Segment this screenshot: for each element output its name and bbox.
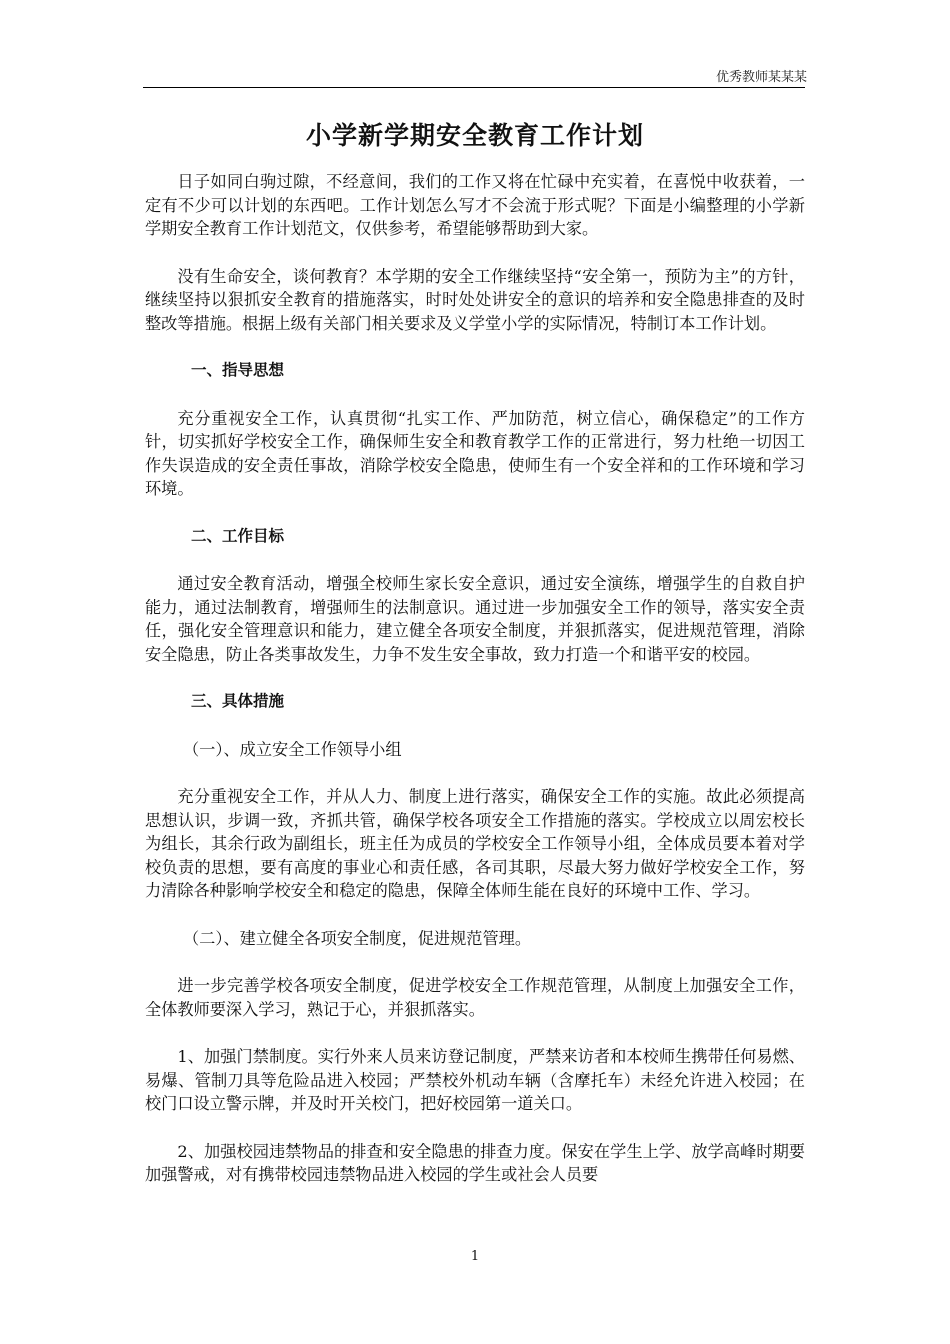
- intro-paragraph-1: 日子如同白驹过隙，不经意间，我们的工作又将在忙碌中充实着，在喜悦中收获着，一定有不少可以计划的东西吧。工作计划怎么写才不会流于形式呢？下面是小编整理的小学新学期安全教育工作计划范文，仅供参考，希望能够帮助到大家。: [145, 172, 805, 238]
- document-body: [145, 170, 805, 1211]
- list-item-2: 2、加强校园违禁物品的排查和安全隐患的排查力度。保安在学生上学、放学高峰时期要加强警戒，对有携带校园违禁物品进入校园的学生或社会人员要: [145, 1141, 805, 1184]
- subsection-heading-2: （二）、建立健全各项安全制度，促进规范管理。: [183, 928, 532, 948]
- list-item-1: 1、加强门禁制度。实行外来人员来访登记制度，严禁来访者和本校师生携带任何易燃、易爆、管制刀具等危险品进入校园；严禁校外机动车辆（含摩托车）未经允许进入校园；在校门口设立警示牌，并及时开关校门，把好校园第一道关口。: [145, 1047, 805, 1113]
- intro-paragraph-2: 没有生命安全，谈何教育？本学期的安全工作继续坚持“安全第一，预防为主”的方针，继续坚持以狠抓安全教育的措施落实，时时处处讲安全的意识的培养和安全隐患排查的及时整改等措施。根据上级有关部门相关要求及义学堂小学的实际情况，特制订本工作计划。: [145, 266, 805, 333]
- header-divider: [143, 87, 805, 88]
- subsection-1-paragraph: 充分重视安全工作，并从人力、制度上进行落实，确保安全工作的实施。故此必须提高思想认识，步调一致，齐抓共管，确保学校各项安全工作措施的落实。学校成立以周宏校长为组长，其余行政为副组长，班主任为成员的学校安全工作领导小组，全体成员要本着对学校负责的思想，要有高度的事业心和责任感，各司其职，尽最大努力做好学校安全工作，努力清除各种影响学校安全和稳定的隐患，保障全体师生能在良好的环境中工作、学习。: [145, 787, 805, 900]
- subsection-2-paragraph: 进一步完善学校各项安全制度，促进学校安全工作规范管理，从制度上加强安全工作，全体教师要深入学习，熟记于心，并狠抓落实。: [145, 976, 805, 1019]
- header-author: 优秀教师某某某: [715, 70, 807, 85]
- page-number: 1: [470, 1249, 480, 1264]
- section-1-paragraph: 充分重视安全工作，认真贯彻“扎实工作、严加防范，树立信心，确保稳定”的工作方针，切实抓好学校安全工作，确保师生安全和教育教学工作的正常进行，努力杜绝一切因工作失误造成的安全责任事故，消除学校安全隐患，使师生有一个安全祥和的工作环境和学习环境。: [145, 408, 805, 498]
- section-2-paragraph: 通过安全教育活动，增强全校师生家长安全意识，通过安全演练，增强学生的自救自护能力，通过法制教育，增强师生的法制意识。通过进一步加强安全工作的领导，落实安全责任，强化安全管理意识和能力，建立健全各项安全制度，并狠抓落实，促进规范管理，消除安全隐患，防止各类事故发生，力争不发生安全事故，致力打造一个和谐平安的校园。: [145, 574, 805, 664]
- subsection-heading-1: （一）、成立安全工作领导小组: [183, 739, 402, 759]
- section-heading-measures: 三、具体措施: [191, 692, 285, 710]
- document-title: 小学新学期安全教育工作计划: [305, 121, 644, 150]
- section-heading-guiding-ideology: 一、指导思想: [191, 361, 285, 379]
- section-heading-work-goals: 二、工作目标: [191, 526, 285, 545]
